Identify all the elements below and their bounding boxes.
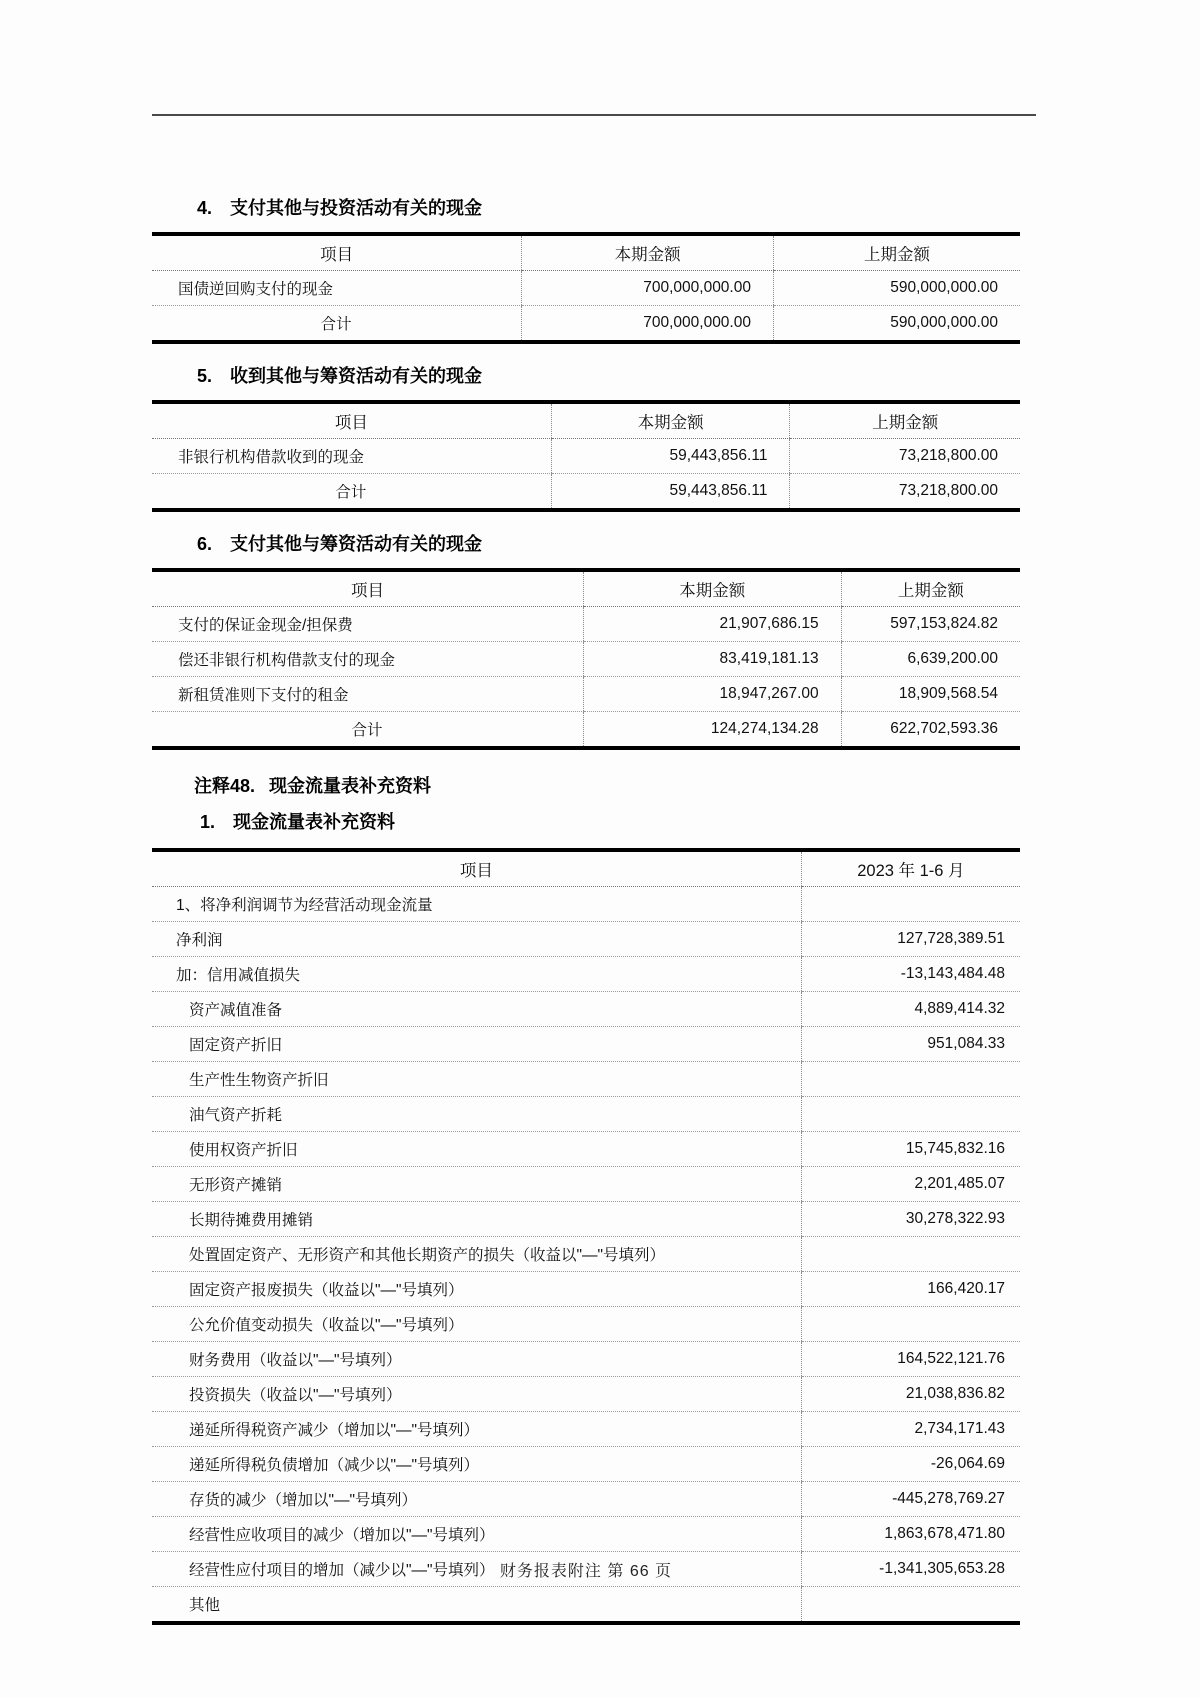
current-amount-cell: 21,907,686.15 xyxy=(583,607,841,642)
table-row xyxy=(152,677,1020,712)
period-amount-cell: 15,745,832.16 xyxy=(801,1132,1020,1167)
section-title: 收到其他与筹资活动有关的现金 xyxy=(230,366,483,386)
period-amount-cell: 164,522,121.76 xyxy=(801,1342,1020,1377)
sections-container xyxy=(152,196,1020,750)
table-row xyxy=(152,1307,1020,1342)
item-label-cell: 固定资产报废损失（收益以"—"号填列） xyxy=(152,1272,801,1307)
section-table xyxy=(152,400,1020,512)
period-amount-cell xyxy=(801,887,1020,922)
column-header: 上期金额 xyxy=(790,402,1020,439)
table-row xyxy=(152,271,1020,306)
table-row xyxy=(152,1377,1020,1412)
section-title: 支付其他与筹资活动有关的现金 xyxy=(230,534,483,554)
table-row xyxy=(152,642,1020,677)
table-row xyxy=(152,439,1020,474)
column-header: 项目 xyxy=(152,234,522,271)
table-row xyxy=(152,1517,1020,1552)
current-amount-cell: 59,443,856.11 xyxy=(551,439,790,474)
current-amount-cell: 124,274,134.28 xyxy=(583,712,841,749)
section-number: 5. xyxy=(197,366,213,386)
table-row xyxy=(152,1097,1020,1132)
table-row xyxy=(152,1482,1020,1517)
table-row xyxy=(152,607,1020,642)
table-row xyxy=(152,887,1020,922)
note-section xyxy=(152,532,1020,750)
prior-amount-cell: 18,909,568.54 xyxy=(841,677,1020,712)
item-label-cell: 合计 xyxy=(320,316,352,333)
section-heading xyxy=(197,364,1020,388)
period-amount-cell xyxy=(801,1307,1020,1342)
period-amount-cell: -13,143,484.48 xyxy=(801,957,1020,992)
period-amount-cell xyxy=(801,1097,1020,1132)
prior-amount-cell: 590,000,000.00 xyxy=(773,271,1020,306)
period-amount-cell: 21,038,836.82 xyxy=(801,1377,1020,1412)
item-label-cell: 其他 xyxy=(189,1597,221,1614)
column-header: 本期金额 xyxy=(522,234,774,271)
column-header-period: 2023 年 1-6 月 xyxy=(801,850,1020,887)
period-amount-cell: 2,734,171.43 xyxy=(801,1412,1020,1447)
current-amount-cell: 700,000,000.00 xyxy=(522,271,774,306)
current-amount-cell: 83,419,181.13 xyxy=(583,642,841,677)
table-row xyxy=(152,1167,1020,1202)
supplementary-cashflow-table xyxy=(152,848,1020,1625)
item-label-cell: 递延所得税资产减少（增加以"—"号填列） xyxy=(152,1412,801,1447)
item-label-cell: 合计 xyxy=(351,722,383,739)
section-title: 支付其他与投资活动有关的现金 xyxy=(230,198,483,218)
column-header: 本期金额 xyxy=(583,570,841,607)
prior-amount-cell: 590,000,000.00 xyxy=(773,306,1020,343)
item-label-cell: 处置固定资产、无形资产和其他长期资产的损失（收益以"—"号填列） xyxy=(152,1237,801,1272)
period-amount-cell: 1,863,678,471.80 xyxy=(801,1517,1020,1552)
item-label-cell: 固定资产折旧 xyxy=(152,1027,801,1062)
item-label-cell: 无形资产摊销 xyxy=(152,1167,801,1202)
prior-amount-cell: 597,153,824.82 xyxy=(841,607,1020,642)
prior-amount-cell: 73,218,800.00 xyxy=(790,474,1020,511)
table-row xyxy=(152,1202,1020,1237)
current-amount-cell: 59,443,856.11 xyxy=(551,474,790,511)
table-row xyxy=(152,957,1020,992)
page-footer: 财务报表附注 第 66 页 xyxy=(499,1563,673,1580)
current-amount-cell: 700,000,000.00 xyxy=(522,306,774,343)
page-header-rule xyxy=(152,114,1036,116)
total-row xyxy=(152,712,1020,749)
item-label-cell: 支付的保证金现金/担保费 xyxy=(152,607,583,642)
sub-section-number: 1. xyxy=(200,812,216,832)
column-header: 项目 xyxy=(152,570,583,607)
header-row xyxy=(152,570,1020,607)
table-row xyxy=(152,1342,1020,1377)
section-table xyxy=(152,568,1020,750)
column-header-item: 项目 xyxy=(152,850,801,887)
table-row xyxy=(152,1027,1020,1062)
period-amount-cell: -26,064.69 xyxy=(801,1447,1020,1482)
period-amount-cell: 127,728,389.51 xyxy=(801,922,1020,957)
column-header: 上期金额 xyxy=(773,234,1020,271)
sub-section-title: 现金流量表补充资料 xyxy=(233,812,396,832)
table-row xyxy=(152,992,1020,1027)
item-label-cell: 生产性生物资产折旧 xyxy=(152,1062,801,1097)
note-sub-heading xyxy=(200,810,1020,834)
period-amount-cell: -1,341,305,653.28 xyxy=(801,1552,1020,1587)
section-table-body xyxy=(152,439,1020,511)
item-label-cell: 使用权资产折旧 xyxy=(152,1132,801,1167)
prior-amount-cell: 73,218,800.00 xyxy=(790,439,1020,474)
period-amount-cell: 951,084.33 xyxy=(801,1027,1020,1062)
prior-amount-cell: 622,702,593.36 xyxy=(841,712,1020,749)
item-label-cell: 存货的减少（增加以"—"号填列） xyxy=(152,1482,801,1517)
section-heading xyxy=(197,196,1020,220)
period-amount-cell xyxy=(801,1062,1020,1097)
current-amount-cell: 18,947,267.00 xyxy=(583,677,841,712)
section-table-body xyxy=(152,607,1020,749)
item-label-cell: 递延所得税负债增加（减少以"—"号填列） xyxy=(152,1447,801,1482)
item-label-cell: 合计 xyxy=(335,484,367,501)
item-label-cell: 经营性应收项目的减少（增加以"—"号填列） xyxy=(152,1517,801,1552)
item-label-cell: 新租赁准则下支付的租金 xyxy=(152,677,583,712)
table-row xyxy=(152,1447,1020,1482)
section-heading xyxy=(197,532,1020,556)
item-label-cell: 偿还非银行机构借款支付的现金 xyxy=(152,642,583,677)
total-row xyxy=(152,306,1020,343)
column-header: 本期金额 xyxy=(551,402,790,439)
note-48-heading xyxy=(194,774,1020,798)
item-label-cell: 非银行机构借款收到的现金 xyxy=(152,439,551,474)
item-label-cell: 公允价值变动损失（收益以"—"号填列） xyxy=(152,1307,801,1342)
period-amount-cell xyxy=(801,1237,1020,1272)
table-row xyxy=(152,1132,1020,1167)
item-label-cell: 经营性应付项目的增加（减少以"—"号填列） xyxy=(152,1552,801,1587)
period-amount-cell: 30,278,322.93 xyxy=(801,1202,1020,1237)
item-label-cell: 加：信用减值损失 xyxy=(152,957,801,992)
note-number: 注释48. xyxy=(194,776,256,796)
period-amount-cell: 2,201,485.07 xyxy=(801,1167,1020,1202)
item-label-cell: 资产减值准备 xyxy=(152,992,801,1027)
item-label-cell: 1、将净利润调节为经营活动现金流量 xyxy=(152,887,801,922)
total-row xyxy=(152,474,1020,511)
header-row xyxy=(152,234,1020,271)
section-table xyxy=(152,232,1020,344)
note-section xyxy=(152,364,1020,512)
period-amount-cell: 166,420.17 xyxy=(801,1272,1020,1307)
column-header: 上期金额 xyxy=(841,570,1020,607)
item-label-cell: 财务费用（收益以"—"号填列） xyxy=(152,1342,801,1377)
item-label-cell: 投资损失（收益以"—"号填列） xyxy=(152,1377,801,1412)
table-row xyxy=(152,1412,1020,1447)
item-label-cell: 长期待摊费用摊销 xyxy=(152,1202,801,1237)
note-title: 现金流量表补充资料 xyxy=(269,776,432,796)
item-label-cell: 国债逆回购支付的现金 xyxy=(152,271,522,306)
prior-amount-cell: 6,639,200.00 xyxy=(841,642,1020,677)
table-row xyxy=(152,922,1020,957)
column-header: 项目 xyxy=(152,402,551,439)
period-amount-cell xyxy=(801,1587,1020,1624)
item-label-cell: 净利润 xyxy=(152,922,801,957)
note-section xyxy=(152,196,1020,344)
page-content xyxy=(152,176,1020,1625)
section-number: 6. xyxy=(197,534,213,554)
table-row xyxy=(152,1272,1020,1307)
table-row xyxy=(152,1062,1020,1097)
section-table-body xyxy=(152,271,1020,343)
header-row xyxy=(152,850,1020,887)
supplementary-table-body xyxy=(152,887,1020,1624)
header-row xyxy=(152,402,1020,439)
period-amount-cell: 4,889,414.32 xyxy=(801,992,1020,1027)
item-label-cell: 油气资产折耗 xyxy=(152,1097,801,1132)
period-amount-cell: -445,278,769.27 xyxy=(801,1482,1020,1517)
table-row xyxy=(152,1237,1020,1272)
table-row xyxy=(152,1587,1020,1624)
section-number: 4. xyxy=(197,198,213,218)
